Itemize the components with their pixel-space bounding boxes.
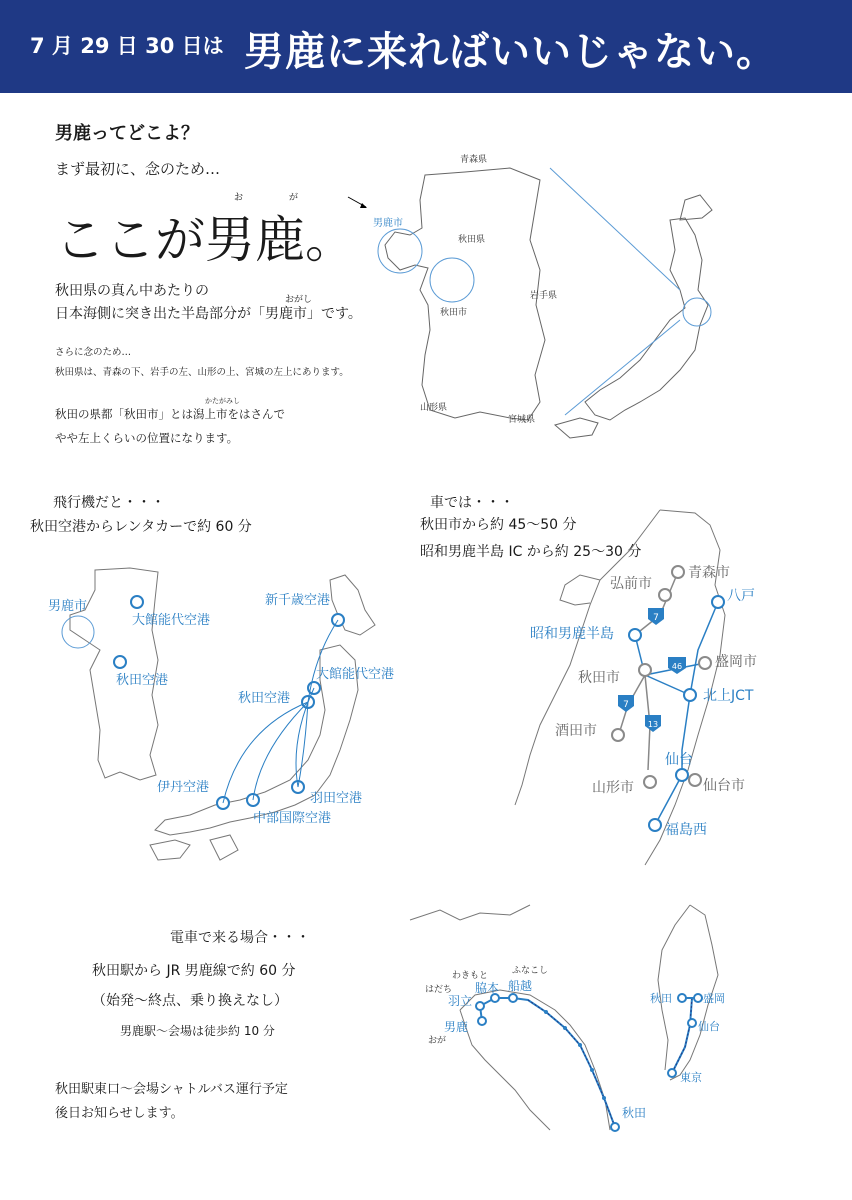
- route-13: 13: [647, 720, 659, 729]
- car-yamagata: 山形市: [592, 780, 634, 796]
- train-line3: （始発〜終点、乗り換えなし）: [92, 993, 288, 1009]
- plane-line2: 秋田空港からレンタカーで約 60 分: [30, 519, 252, 535]
- ruby-ga: が: [289, 193, 299, 203]
- plane-oga: 男鹿市: [48, 599, 88, 614]
- map1-akita-city: 秋田市: [440, 308, 468, 318]
- map1-yamagata: 山形県: [420, 403, 448, 413]
- car-route-map: [510, 505, 845, 875]
- plane-odate: 大館能代空港: [316, 667, 395, 682]
- headline: 男鹿に来ればいいじゃない。: [244, 29, 777, 75]
- plane-odate-left: 大館能代空港: [132, 613, 211, 628]
- akita-location-map: [340, 140, 720, 450]
- map1-miyagi: 宮城県: [508, 415, 536, 425]
- train-s-tokyo: 東京: [680, 1071, 702, 1084]
- ruby-o: お: [234, 193, 244, 203]
- note-line1: さらに念のため…: [55, 347, 132, 358]
- train-line2: 秋田駅から JR 男鹿線で約 60 分: [92, 963, 296, 979]
- plane-line1: 飛行機だと・・・: [53, 495, 165, 511]
- train-line1: 電車で来る場合・・・: [170, 930, 310, 946]
- note-line3: 秋田の県都「秋田市」とは潟上市をはさんで: [55, 407, 285, 421]
- plane-shinchitose: 新千歳空港: [265, 593, 331, 608]
- route-7b: 7: [623, 700, 629, 710]
- event-date: 7 月 29 日 30 日は: [30, 34, 224, 58]
- car-sendai-city: 仙台市: [703, 778, 745, 794]
- train-line6: 後日お知らせします。: [55, 1106, 184, 1121]
- train-funakoshi: 船越: [508, 979, 533, 993]
- ruby-katagamishi: かたがみし: [205, 397, 240, 405]
- route-7a: 7: [653, 613, 659, 623]
- lead-text: まず最初に、念のため…: [55, 160, 221, 178]
- map1-oga: 男鹿市: [373, 218, 403, 229]
- car-kitakami: 北上JCT: [703, 688, 754, 704]
- map1-akita-pref: 秋田県: [458, 235, 486, 245]
- car-aomori: 青森市: [688, 565, 730, 581]
- plane-itami: 伊丹空港: [157, 780, 210, 795]
- car-sakata: 酒田市: [555, 723, 597, 739]
- big-caption: ここが男鹿。: [55, 211, 355, 269]
- map1-iwate: 岩手県: [530, 291, 558, 301]
- title-banner: [0, 0, 852, 93]
- train-akita: 秋田: [622, 1106, 647, 1120]
- car-fukushima: 福島西: [665, 822, 707, 838]
- train-wakimoto: 脇本: [475, 981, 500, 995]
- note-line2: 秋田県は、青森の下、岩手の左、山形の上、宮城の左上にあります。: [55, 367, 349, 378]
- desc-line1: 秋田県の真ん中あたりの: [55, 283, 209, 299]
- train-line5: 秋田駅東口〜会場シャトルバス運行予定: [55, 1082, 288, 1097]
- car-sendai: 仙台: [665, 752, 693, 768]
- train-route-map: [400, 895, 730, 1145]
- car-showa: 昭和男鹿半島: [530, 626, 614, 642]
- train-oga-ruby: おが: [428, 1036, 447, 1046]
- train-s-morioka: 盛岡: [703, 992, 725, 1005]
- plane-chubu: 中部国際空港: [253, 811, 332, 826]
- train-hadachi-ruby: はだち: [425, 985, 453, 995]
- plane-route-map: [40, 560, 420, 890]
- train-funakoshi-ruby: ふなこし: [512, 966, 549, 976]
- train-oga: 男鹿: [444, 1020, 469, 1034]
- route-46: 46: [671, 662, 683, 671]
- train-hadachi: 羽立: [448, 994, 473, 1008]
- ruby-ogashi: おがし: [285, 295, 313, 305]
- plane-haneda: 羽田空港: [310, 791, 363, 806]
- car-hachinohe: 八戸: [727, 588, 755, 604]
- car-line3: 昭和男鹿半島 IC から約 25〜30 分: [420, 544, 642, 560]
- train-s-sendai: 仙台: [698, 1020, 720, 1033]
- car-line1: 車では・・・: [430, 495, 514, 511]
- train-line4: 男鹿駅〜会場は徒歩約 10 分: [120, 1024, 275, 1038]
- car-morioka: 盛岡市: [715, 654, 757, 670]
- desc-line2: 日本海側に突き出た半島部分が「男鹿市」です。: [55, 306, 362, 322]
- note-line4: やや左上くらいの位置になります。: [55, 431, 239, 445]
- plane-akita-left: 秋田空港: [116, 673, 169, 688]
- car-hirosaki: 弘前市: [610, 576, 652, 592]
- section-heading: 男鹿ってどこよ？: [55, 123, 199, 144]
- train-s-akita: 秋田: [650, 992, 672, 1005]
- car-akita: 秋田市: [578, 670, 620, 686]
- plane-akita: 秋田空港: [238, 691, 291, 706]
- train-wakimoto-ruby: わきもと: [452, 971, 489, 981]
- map1-aomori: 青森県: [460, 155, 488, 165]
- car-line2: 秋田市から約 45〜50 分: [420, 517, 577, 533]
